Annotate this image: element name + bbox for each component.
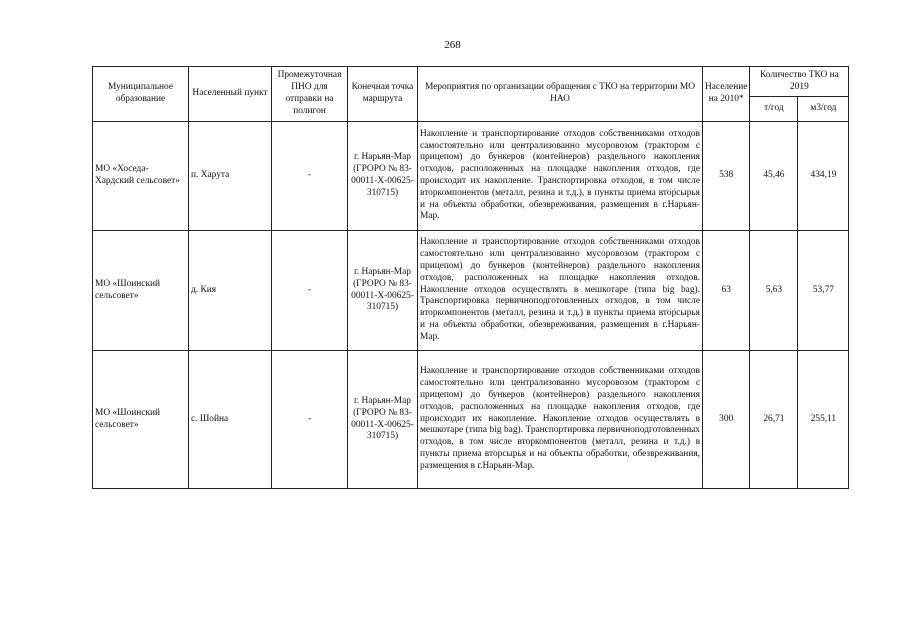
table-row [93, 231, 849, 351]
header-m3-year: м3/год [798, 97, 849, 122]
cell-punkt: п. Харута [189, 122, 272, 231]
cell-population: 300 [703, 351, 750, 489]
table-row [93, 351, 849, 489]
page-number: 268 [444, 39, 461, 51]
cell-t-year: 45,46 [750, 122, 798, 231]
cell-measures: Накопление и транспортирование отходов собственниками отходов самостоятельно или централизованно мусоровозом (трактором с прицепом) до бункеров (контейнеров) раздельного накопления отходов, расположенных на площадке накопления отходов, где происходит их накопление. Транспортировка отходов, в том числе вторкомпонентов (металл, резина и т.д.), в пункты приема вторсырья и на объекты обработки, обезвреживания, размещения в г.Нарьян-Мар. [418, 122, 703, 231]
cell-measures: Накопление и транспортирование отходов собственниками отходов самостоятельно или централизованно мусоровозом (трактором с прицепом) до бункеров (контейнеров) раздельного накопления отходов, расположенных на площадке накопления отходов, где происходит их накопление. Накопление отходов осуществлять в мешкотаре (типа big bag). Транспортировка первичноподготовленных отходов, в том числе вторкомпонентов (металл, резина и т.д.) в пункты приема вторсырья и на объекты обработки, обезвреживания, размещения в г.Нарьян-Мар. [418, 351, 703, 489]
cell-t-year: 26,71 [750, 351, 798, 489]
cell-t-year: 5,63 [750, 231, 798, 351]
cell-pno: - [272, 231, 348, 351]
cell-punkt: д. Кия [189, 231, 272, 351]
cell-m3-year: 53,77 [798, 231, 849, 351]
header-measures: Мероприятия по организации обращения с ТКО на территории МО НАО [418, 67, 703, 122]
cell-population: 538 [703, 122, 750, 231]
cell-mo: МО «Шоинский сельсовет» [93, 231, 189, 351]
header-end-point: Конечная точка маршрута [348, 67, 418, 122]
header-population: Население на 2010* [703, 67, 750, 122]
header-punkt: Населенный пункт [189, 67, 272, 122]
cell-pno: - [272, 122, 348, 231]
header-row [93, 67, 849, 97]
cell-m3-year: 434,19 [798, 122, 849, 231]
table-row [93, 122, 849, 231]
cell-punkt: с. Шойна [189, 351, 272, 489]
tko-table [92, 66, 849, 489]
header-pno: Промежуточная ПНО для отправки на полигон [272, 67, 348, 122]
cell-m3-year: 255,11 [798, 351, 849, 489]
header-t-year: т/год [750, 97, 798, 122]
cell-mo: МО «Хоседа-Хардский сельсовет» [93, 122, 189, 231]
cell-measures: Накопление и транспортирование отходов собственниками отходов самостоятельно или централизованно мусоровозом (трактором с прицепом) до бункеров (контейнеров) раздельного накопления отходов, расположенных на площадке накопления отходов. Накопление отходов осуществлять в мешкотаре (типа big bag). Транспортировка первичноподготовленных отходов, в том числе вторкомпонентов (металл, резина и т.д.) в пункты приема вторсырья и на объекты обработки, обезвреживания, размещения в г.Нарьян-Мар. [418, 231, 703, 351]
cell-population: 63 [703, 231, 750, 351]
cell-pno: - [272, 351, 348, 489]
header-quantity-group: Количество ТКО на 2019 [750, 67, 849, 97]
cell-end-point: г. Нарьян-Мар (ГРОРО № 83-00011-Х-00625-310715) [348, 351, 418, 489]
cell-end-point: г. Нарьян-Мар (ГРОРО № 83-00011-Х-00625-310715) [348, 122, 418, 231]
header-mo: Муниципальное образование [93, 67, 189, 122]
cell-mo: МО «Шоинский сельсовет» [93, 351, 189, 489]
cell-end-point: г. Нарьян-Мар (ГРОРО № 83-00011-Х-00625-310715) [348, 231, 418, 351]
